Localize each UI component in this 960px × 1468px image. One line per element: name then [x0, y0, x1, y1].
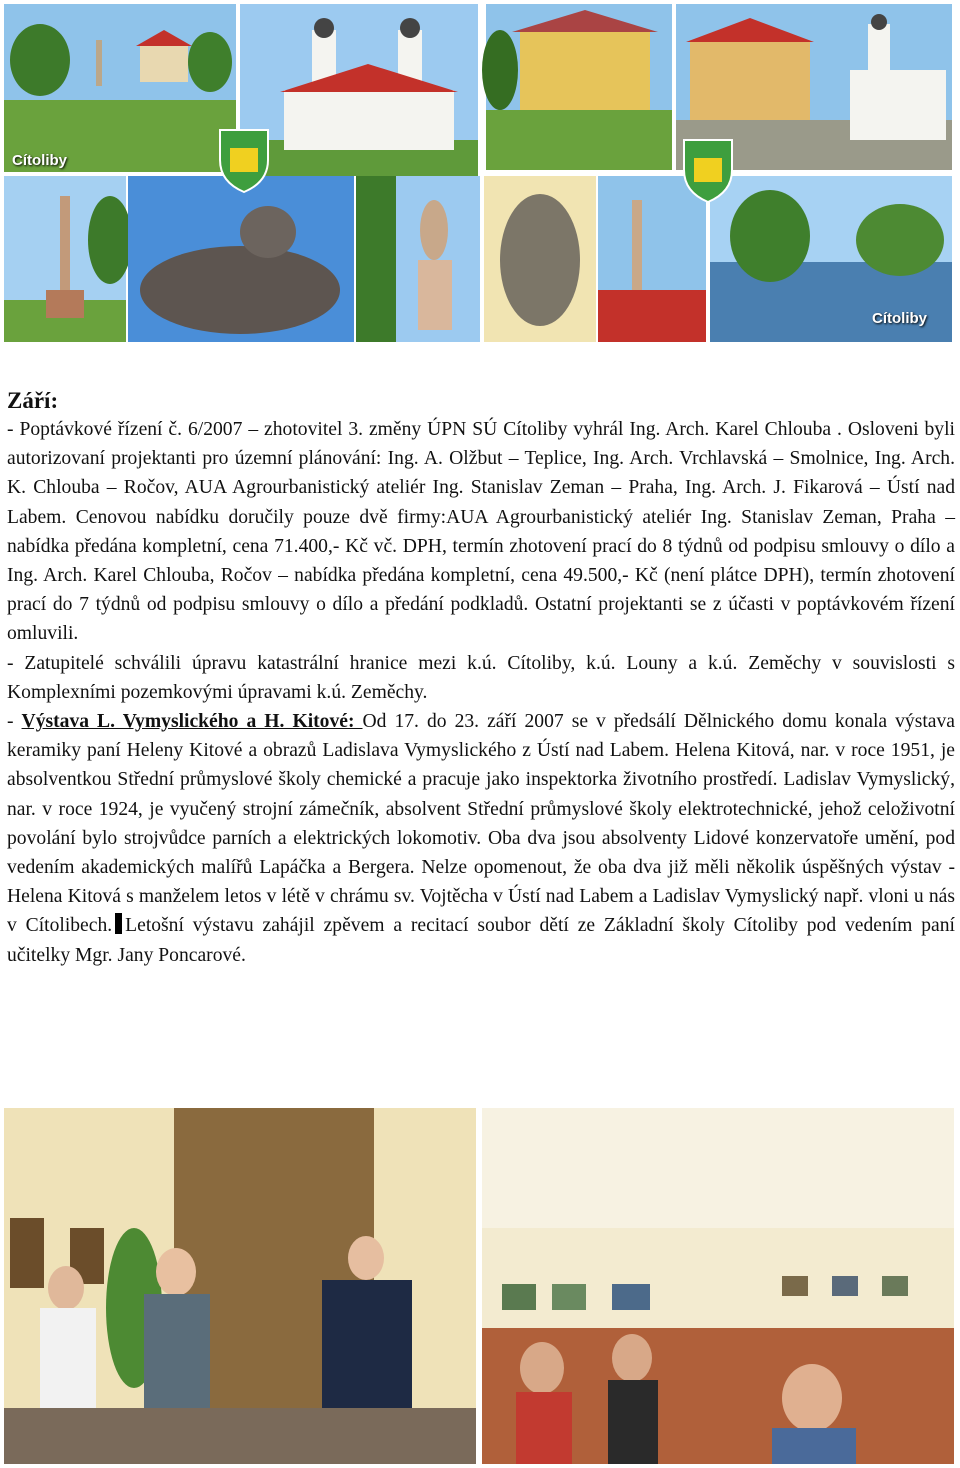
photo-exhibition-visitors — [482, 1108, 954, 1464]
photo-statue-closeup — [484, 176, 596, 342]
photo-saint-statue — [356, 176, 480, 342]
photo-chateau — [482, 4, 672, 170]
photo-village-square — [4, 4, 236, 172]
exhibition-prefix: - — [7, 711, 22, 733]
paragraph-exhibition — [7, 707, 955, 970]
section-title: Září: — [7, 388, 59, 413]
collage-graphic — [0, 0, 960, 346]
article-body — [7, 415, 955, 970]
postcard-collage — [0, 0, 960, 346]
photo-exhibition-opening-graphic — [4, 1108, 476, 1464]
exhibition-text-a: Od 17. do 23. září 2007 se v předsálí Dělnického domu konala výstava keramiky paní Heleny Kitové a obrazů Ladislava Vymyslického z Ústí nad Labem. Helena Kitová, nar. v roce 1951, je absolventkou Střední průmyslové školy chemické a pracuje jako inspektorka životního prostředí. Ladislav Vymyslický, nar. v roce 1924, je vyučený strojní zámečník, absolvent Střední průmyslové školy elektrotechnické, jehož celoživotní povolání bylo strojvůdce parních a elektrických lokomotiv. Oba dva jsou absolventy Lidové konzervatoře umění, pod vedením akademických malířů Lapáčka a Bergera. Nelze opomenout, že oba dva již měli několik úspěšných výstav - Helena Kitová s manželem letos v létě v chrámu sv. Vojtěcha v Ústí nad Labem a Ladislav Vymyslický např. vloni u nás v Cítolibech. — [7, 711, 955, 937]
exhibition-text-b: Letošní výstavu zahájil zpěvem a recitací soubor dětí ze Základní školy Cítoliby pod vedením paní učitelky Mgr. Jany Poncarové. — [7, 915, 955, 966]
photo-church — [240, 4, 478, 176]
exhibition-heading: Výstava L. Vymyslického a H. Kitové: — [21, 711, 363, 733]
photo-park-column — [598, 176, 706, 342]
photo-column-monument — [4, 176, 132, 342]
paragraph-boundary: - Zatupitelé schválili úpravu katastrální hranice mezi k.ú. Cítoliby, k.ú. Louny a k.ú. Zeměchy v souvislosti s Komplexními pozemkovými úpravami k.ú. Zeměchy. — [7, 652, 955, 703]
collage-label-top-left: Cítoliby — [12, 152, 67, 169]
collage-label-bottom-right: Cítoliby — [872, 310, 927, 327]
photo-exhibition-visitors-graphic — [482, 1108, 954, 1464]
photo-sculpture-group — [128, 176, 354, 342]
paragraph-tender: - Poptávkové řízení č. 6/2007 – zhotovitel 3. změny ÚPN SÚ Cítoliby vyhrál Ing. Arch. Karel Chlouba . Osloveni byli autorizovaní projektanti pro územní plánování: Ing. A. Olžbut – Teplice, Ing. Arch. Vrchlavská – Smolnice, Ing. Arch. K. Chlouba – Ročov, AUA Agrourbanistický ateliér Ing. Stanislav Zeman – Praha, Ing. Arch. J. Fikarová – Ústí nad Labem. Cenovou nabídku doručily pouze dvě firmy:AUA Agrourbanistický ateliér Ing. Stanislav Zeman, Praha – nabídka předána kompletní, cena 71.400,- Kč vč. DPH, termín zhotovení prací do 8 týdnů od podpisu smlouvy o dílo a Ing. Arch. Karel Chlouba, Ročov – nabídka předána kompletní, cena 49.500,- Kč (není plátce DPH), termín zhotovení prací do 7 týdnů od podpisu smlouvy o dílo a předání podkladů. Ostatní projektanti se z účasti v poptávkovém řízení omluvili. — [7, 419, 955, 645]
photo-exhibition-opening — [4, 1108, 476, 1464]
black-marker — [115, 913, 122, 934]
